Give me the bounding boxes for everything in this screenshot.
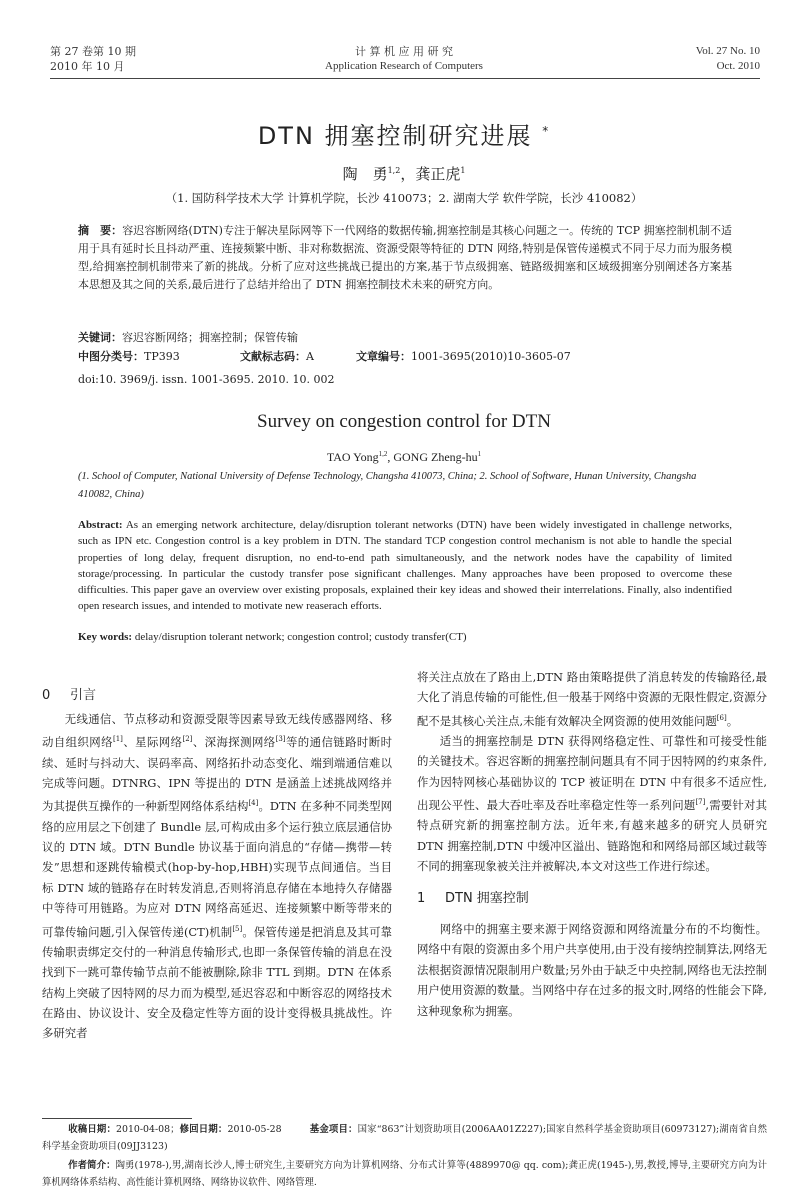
text-run: 。保管传递是把消息及其可靠传输职责绑定交付的一种消息传输形式,也即一条保管传输的消息在没找到下一跳可靠传输节点前不能被删除,除非 TTL 到期。DTN 在体系结构上突破了因特网的尽力而为模型,延迟容忍和中断容忍的网络技术在路由、协议设计、安全及稳定性等方面的设计变得极具挑战性。许多研究者 <box>42 924 392 1041</box>
section-number: 1 <box>417 890 426 906</box>
article-no-label: 文章编号： <box>356 350 411 363</box>
paragraph <box>417 731 767 877</box>
received-date: 2010-04-08； <box>116 1124 180 1135</box>
paper-title-en: Survey on congestion control for DTN <box>257 411 551 432</box>
author-affil-mark-en: 1,2 <box>378 450 388 458</box>
affiliation-en: (1. School of Computer, National University of Defense Technology, Changsha 410073, China; 2. School of Software, Hunan University, Changsha 410082, China) <box>78 471 697 500</box>
text-run: 。DTN 在多种不同类型网络的应用层之下创建了 Bundle 层,可构成由多个运行独立底层通信协议的 DTN 域。DTN Bundle 协议基于面向消息的“存储—携带—转发”思想和逐跳传输模式(hop-by-hop,HBH)实现节点间通信。当目标 DTN 域的链路存在时转发消息,否则将消息存储在本地持久存储器中等待可用链路。为应对 DTN 网络高延迟、连接频繁中断等带来的可靠传输问题,引入保管传递(CT)机制 <box>42 799 392 939</box>
keywords-cn <box>78 329 732 347</box>
author-bio-label: 作者简介： <box>68 1160 116 1171</box>
paragraph <box>42 709 392 1044</box>
author-name: 龚正虎 <box>415 165 461 183</box>
author-bio-text: 陶勇(1978-),男,湖南长沙人,博士研究生,主要研究方向为计算机网络、分布式计算等(4889970@ qq. com);龚正虎(1945-),男,教授,博导,主要研究方向为计算机网络体系结构、高性能计算机网络、网络协议软件、网络管理. <box>42 1160 767 1188</box>
footnote-dates-fund <box>42 1121 767 1155</box>
section-heading <box>42 684 96 703</box>
citation: [2] <box>182 735 193 744</box>
journal-name <box>254 44 554 74</box>
body-column-right <box>417 667 767 1021</box>
paragraph <box>417 667 767 731</box>
fund-text: 国家“863”计划资助项目(2006AA01Z227);国家自然科学基金资助项目(60973127);湖南省自然科学基金资助项目(09JJ3123) <box>42 1124 767 1152</box>
section-title: 引言 <box>70 688 97 703</box>
revised-date: 2010-05-28 <box>227 1124 282 1135</box>
keywords-label-en: Key words: <box>78 631 133 643</box>
journal-issue-cn <box>50 44 136 74</box>
text-run: 、星际网络 <box>122 735 183 750</box>
citation: [6] <box>716 713 727 722</box>
abstract-label-cn: 摘 要： <box>78 224 123 237</box>
keywords-en <box>78 631 732 643</box>
author-name: 陶 勇 <box>342 165 388 183</box>
citation: [4] <box>248 799 259 808</box>
article-no-value: 1001-3695(2010)10-3605-07 <box>411 350 571 363</box>
keywords-text-cn: 容迟容断网络；拥塞控制；保管传输 <box>122 331 298 344</box>
date-en: Oct. 2010 <box>716 60 760 72</box>
doc-code-value: A <box>306 350 314 363</box>
volume-issue-cn: 第 27 卷第 10 期 <box>50 45 136 58</box>
date-cn: 2010 年 10 月 <box>50 60 125 73</box>
text-run: ,需要针对其特点研究新的拥塞控制方法。近年来,有越来越多的研究人员研究 DTN 拥塞控制,DTN 中缓冲区溢出、链路饱和和网络局部区域过载等不同的拥塞现象被关注并被解决,本文对这些工作进行综述。 <box>417 798 767 874</box>
text-run: 适当的拥塞控制是 DTN 获得网络稳定性、可靠性和可接受性能的关键技术。容迟容断的拥塞控制问题具有不同于因特网的约束条件,作为因特网核心基础协议的 TCP 被证明在 DTN 中有很多不适应性,出现公平性、最大吞吐率及吞吐率稳定性等一系列问题 <box>417 734 767 813</box>
abstract-cn <box>78 222 732 294</box>
section-title: DTN 拥塞控制 <box>445 890 529 906</box>
abstract-text-en: As an emerging network architecture, delay/disruption tolerant networks (DTN) have been widely investigated in challenge networks, such as IPN etc. Congestion control is a key problem in DTN. The standard TCP congestion control mechanism is not able to handle the special properties of long delay, frequent disruption, no end-to-end path simultaneously, and the network nodes have the capability of limited storage/processing. In particular the custody transfer pose significant challenges. Many approaches have been proposed to overcome these difficulties. This paper gave an overview over existing proposals, explained their key ideas and showed their interrelations. Finally, also indentified open research issues, and intended to motivate new reaserach efforts. <box>78 519 732 613</box>
volume-issue-en: Vol. 27 No. 10 <box>695 45 760 57</box>
text-run: 。 <box>726 713 739 728</box>
author-name-en: TAO Yong <box>326 450 379 464</box>
abstract-text-cn: 容迟容断网络(DTN)专注于解决星际网等下一代网络的数据传输,拥塞控制是其核心问题之一。传统的 TCP 拥塞控制机制不适用于具有延时长且抖动严重、连接频繁中断、非对称数据流、资源受限等特征的 DTN 网络,特别是保管传递模式不同于尽力而为服务模型,给拥塞控制机制带来了新的挑战。分析了应对这些挑战已提出的方案,基于节点级拥塞、链路级拥塞和区域级拥塞分别阐述各方案基本思想及其之间的关系,最后进行了总结并给出了 DTN 拥塞控制技术未来的研究方向。 <box>78 224 732 291</box>
doi: doi:10. 3969/j. issn. 1001-3695. 2010. 10. 002 <box>78 373 335 386</box>
author-separator-en: , <box>387 450 394 464</box>
abstract-label-en: Abstract: <box>78 519 123 531</box>
fund-label: 基金项目： <box>309 1124 358 1135</box>
author-affil-mark: 1,2 <box>387 166 401 175</box>
clc-value: TP393 <box>144 350 180 363</box>
affiliation-cn: （1. 国防科学技术大学 计算机学院，长沙 410073；2. 湖南大学 软件学院，长沙 410082） <box>165 191 643 205</box>
paragraph: 网络中的拥塞主要来源于网络资源和网络流量分布的不均衡性。网络中有限的资源由多个用户共享使用,由于没有接纳控制算法,网络无法根据资源情况限制用户数量;另外由于缺乏中央控制,网络也无法控制用户使用资源的数量。当网络中存在过多的报文时,网络的性能会下降,这种现象称为拥塞。 <box>417 922 767 1018</box>
section-heading <box>417 889 767 909</box>
received-label: 收稿日期： <box>68 1124 117 1135</box>
citation: [5] <box>232 924 243 933</box>
clc-label: 中图分类号： <box>78 350 144 363</box>
keywords-label-cn: 关键词： <box>78 331 122 344</box>
text-run: 等的通信链路时断时续、延时与抖动大、误码率高、网络拓扑动态变化、端到端通信难以完成等问题。DTNRG、IPN 等提出的 DTN 是涵盖上述挑战网络并为其提供互操作的一种新型网络体系结构 <box>42 735 392 814</box>
author-separator: ， <box>400 165 416 183</box>
citation: [3] <box>275 735 286 744</box>
text-run: 无线通信、节点移动和资源受限等因素导致无线传感器网络、移动自组织网络 <box>42 712 392 750</box>
journal-name-en: Application Research of Computers <box>325 60 483 72</box>
revised-label: 修回日期： <box>179 1124 228 1135</box>
classification-line <box>78 348 732 366</box>
citation: [1] <box>112 735 123 744</box>
author-list-cn <box>0 163 808 184</box>
abstract-en <box>78 517 732 615</box>
author-affil-mark-en: 1 <box>477 450 482 458</box>
author-name-en: GONG Zheng-hu <box>393 450 478 464</box>
body-column-left <box>42 709 392 1044</box>
header-rule <box>50 78 760 79</box>
journal-name-cn: 计 算 机 应 用 研 究 <box>355 45 453 58</box>
doc-code-label: 文献标志码： <box>240 350 306 363</box>
paper-title-cn <box>0 116 808 151</box>
journal-issue-en <box>696 44 760 74</box>
text-run: 、深海探测网络 <box>192 735 276 750</box>
section-number: 0 <box>42 688 51 703</box>
author-list-en <box>0 450 808 465</box>
citation: [7] <box>695 798 706 807</box>
title-footnote-mark: * <box>542 124 551 138</box>
text-run: 将关注点放在了路由上,DTN 路由策略提供了消息转发的传输路径,最大化了消息传输的可能性,但一般基于网络中资源的无限性假定,资源分配不是其核心关注点,未能有效解决全网资源的使用效能问题 <box>417 670 767 728</box>
author-affil-mark: 1 <box>460 166 466 175</box>
footnote-rule <box>42 1118 192 1119</box>
keywords-text-en: delay/disruption tolerant network; congestion control; custody transfer(CT) <box>134 631 467 643</box>
footnote-author-bio <box>42 1157 767 1191</box>
title-text: DTN 拥塞控制研究进展 <box>257 122 533 150</box>
